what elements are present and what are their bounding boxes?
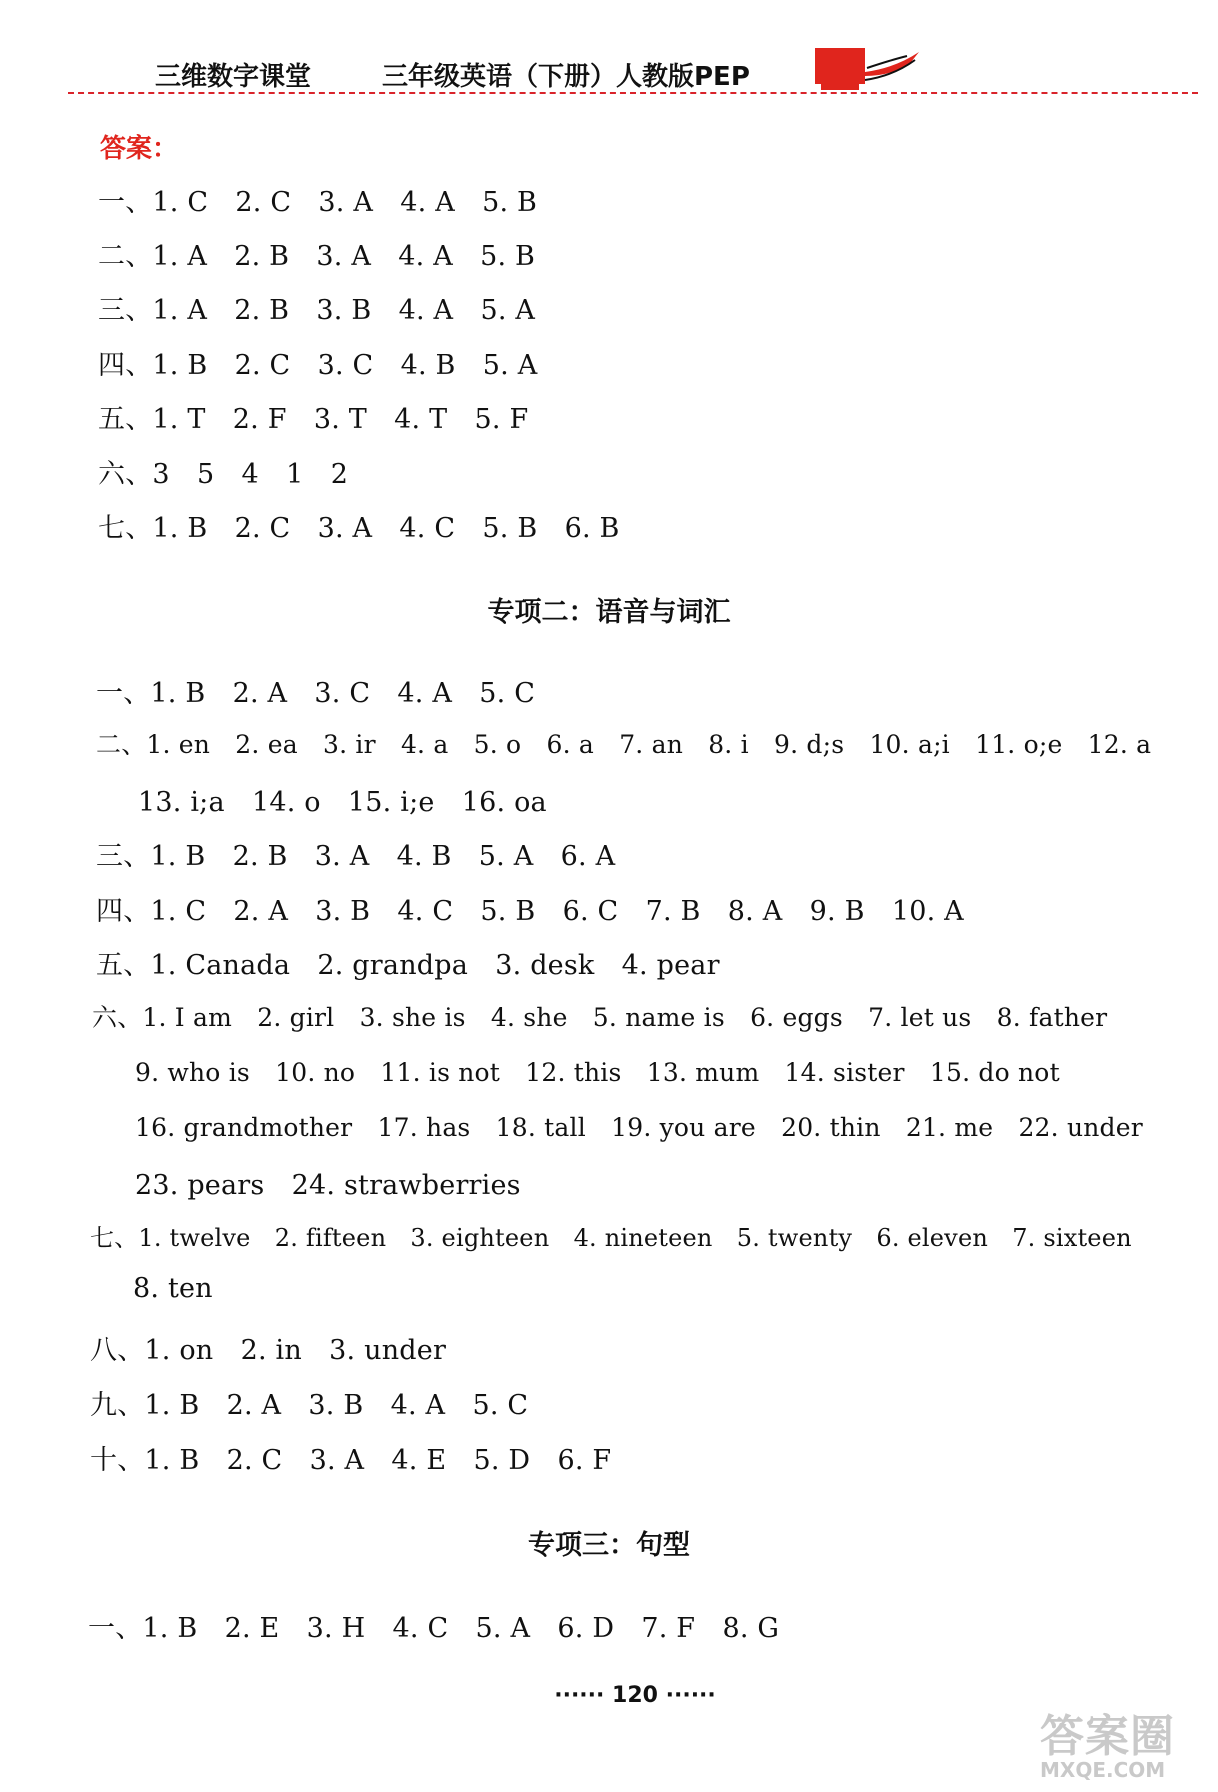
answer-line: 一、1. C 2. C 3. A 4. A 5. B [98,187,538,218]
answer-line: 一、1. B 2. A 3. C 4. A 5. C [96,678,536,709]
answer-line: 8. ten [133,1273,213,1304]
answer-line: 七、1. B 2. C 3. A 4. C 5. B 6. B [98,513,620,544]
answer-line: 五、1. T 2. F 3. T 4. T 5. F [98,404,529,435]
rocket-logo-icon [815,46,925,94]
page-number: ······ 120 ······ [554,1683,716,1708]
book-title: 三年级英语（下册）人教版PEP [382,62,750,92]
answer-line: 七、1. twelve 2. fifteen 3. eighteen 4. nineteen 5. twenty 6. eleven 7. sixteen [90,1224,1132,1252]
answer-line: 十、1. B 2. C 3. A 4. E 5. D 6. F [90,1445,612,1476]
answer-line: 三、1. A 2. B 3. B 4. A 5. A [98,295,536,326]
answer-line: 16. grandmother 17. has 18. tall 19. you are 20. thin 21. me 22. under [135,1113,1143,1142]
answer-line: 13. i;a 14. o 15. i;e 16. oa [138,787,547,818]
answer-line: 八、1. on 2. in 3. under [90,1335,447,1366]
page-header [0,0,1218,100]
series-title: 三维数字课堂 [155,62,312,92]
section-title: 专项二：语音与词汇 [487,597,731,628]
answer-line: 二、1. A 2. B 3. A 4. A 5. B [98,241,536,272]
answer-line: 四、1. B 2. C 3. C 4. B 5. A [98,350,538,381]
answer-line: 九、1. B 2. A 3. B 4. A 5. C [90,1390,529,1421]
header-divider [68,92,1198,94]
section-title: 专项三：句型 [528,1530,690,1561]
answer-line: 六、3 5 4 1 2 [98,459,349,490]
site-watermark [1040,1700,1215,1790]
answer-line: 六、1. I am 2. girl 3. she is 4. she 5. name is 6. eggs 7. let us 8. father [92,1003,1108,1032]
answer-line: 三、1. B 2. B 3. A 4. B 5. A 6. A [96,841,616,872]
answer-line: 9. who is 10. no 11. is not 12. this 13. mum 14. sister 15. do not [135,1058,1060,1087]
watermark-logo-text: 答案圈 [1040,1711,1175,1762]
answer-heading: 答案： [100,134,179,164]
answer-line: 五、1. Canada 2. grandpa 3. desk 4. pear [96,950,720,981]
answer-line: 四、1. C 2. A 3. B 4. C 5. B 6. C 7. B 8. A 9. B 10. A [96,896,964,927]
answer-line: 23. pears 24. strawberries [135,1170,521,1201]
answer-line: 一、1. B 2. E 3. H 4. C 5. A 6. D 7. F 8. G [88,1613,780,1644]
watermark-url: MXQE.COM [1040,1758,1166,1782]
answer-line: 二、1. en 2. ea 3. ir 4. a 5. o 6. a 7. an 8. i 9. d;s 10. a;i 11. o;e 12. a [96,730,1152,759]
